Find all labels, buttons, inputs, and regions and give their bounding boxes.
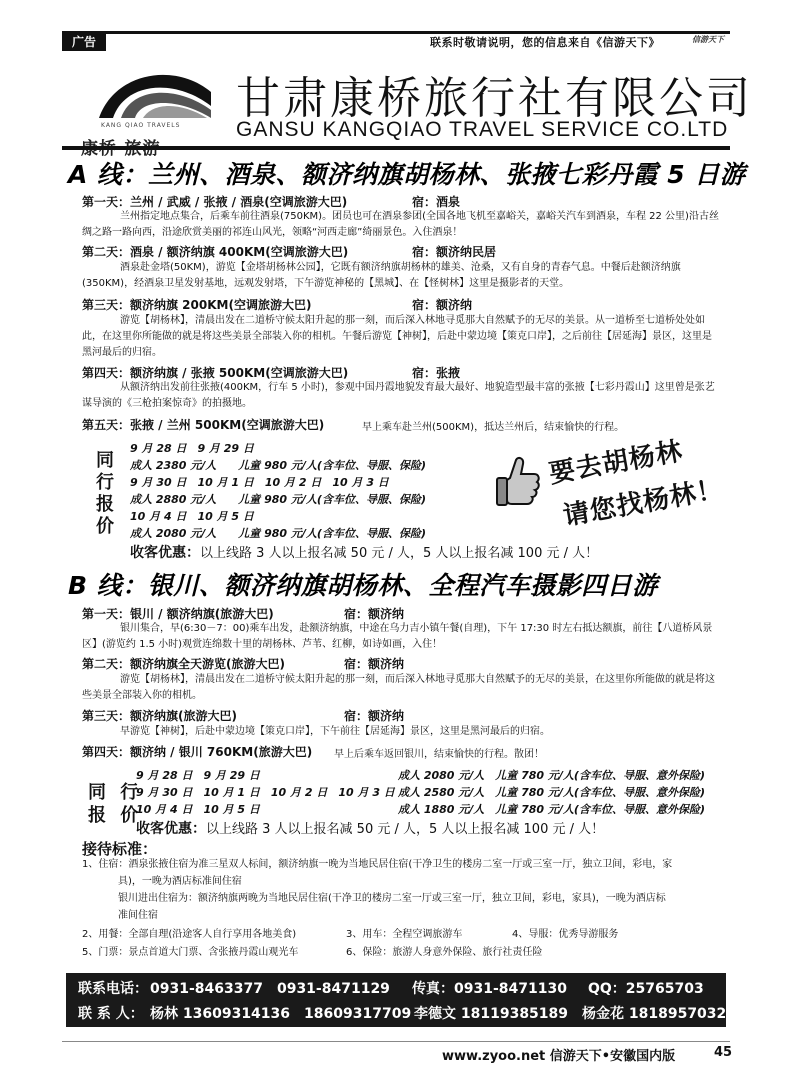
- line-b-price-dates-1: 9 月 28 日 9 月 29 日: [136, 769, 260, 782]
- line-b-price-detail-1: 成人 2080 元/人 儿童 780 元/人(含车位、导服、意外保险): [398, 769, 705, 782]
- line-b-price-dates-3: 10 月 4 日 10 月 5 日: [136, 803, 260, 816]
- slogan-line-2: 请您找杨林！: [561, 474, 726, 532]
- footer-site[interactable]: www.zyoo.net 信游天下•安徽国内版: [442, 1049, 676, 1064]
- header-divider: [62, 146, 730, 150]
- line-a-price-label-2: 行: [96, 472, 114, 493]
- line-b-day-2-stay: 宿：额济纳: [344, 657, 405, 671]
- line-a-promo: [130, 542, 598, 562]
- company-name-en: GANSU KANGQIAO TRAVEL SERVICE CO.LTD: [236, 118, 729, 141]
- phone-label: 联系电话：: [78, 981, 148, 997]
- phone-numbers[interactable]: 0931-8463377 0931-8471129: [150, 981, 390, 997]
- line-b-price-label-top: 同 行: [88, 782, 143, 803]
- publication-logo: 信游天下: [692, 35, 724, 44]
- line-a-day-2-desc: 酒泉赴金塔(50KM)，游览【金塔胡杨林公园】，它既有额济纳旗胡杨林的雄美、沧桑，又有自身的青春气息。中餐后赴额济纳旗(350KM)，经酒泉卫星发射基地，远观发射塔，下午游览神秘的【黑城】、在【怪树林】这里是摄影者的天堂。: [82, 262, 681, 289]
- standard-line: 6、保险：旅游人身意外保险、旅行社责任险: [346, 947, 543, 958]
- company-logo: [75, 62, 237, 148]
- line-a-day-5: 第五天：张掖 / 兰州 500KM(空调旅游大巴): [82, 418, 325, 432]
- line-a-title: A 线：兰州、酒泉、额济纳旗胡杨林、张掖七彩丹霞 5 日游: [68, 160, 746, 189]
- line-a-day-4: 第四天：额济纳旗 / 张掖 500KM(空调旅游大巴): [82, 366, 349, 380]
- line-a-day-3-desc: 游览【胡杨林】，清晨出发在二道桥守候太阳升起的那一刻，而后深入林地寻觅那大自然赋予的无尽的美景。从一道桥至七道桥处处如此，在这里你所能做的就是将这些美景全部装入你的相机。午餐后游览【神树】，后赴中蒙边境【策克口岸】，之后前往【居延海】景区，这里是黑河最后的归宿。: [82, 315, 712, 358]
- contact-person-2[interactable]: 李德文 18119385189: [414, 1006, 569, 1022]
- line-b-promo-text: 以上线路 3 人以上报名减 50 元 / 人，5 人以上报名减 100 元 / 人！: [206, 822, 605, 837]
- line-a-day-2: 第二天：酒泉 / 额济纳旗 400KM(空调旅游大巴): [82, 245, 349, 259]
- line-a-promo-text: 以上线路 3 人以上报名减 50 元 / 人，5 人以上报名减 100 元 / 人！: [200, 546, 599, 561]
- source-notice: 联系时敬请说明，您的信息来自《信游天下》: [430, 36, 660, 49]
- line-b-day-1-stay: 宿：额济纳: [344, 607, 405, 621]
- fax-number[interactable]: 传真：0931-8471130: [412, 981, 567, 997]
- line-b-day-3-stay: 宿：额济纳: [344, 709, 405, 723]
- line-a-day-3-stay: 宿：额济纳: [412, 298, 473, 312]
- standard-line: 4、导服：优秀导游服务: [512, 929, 619, 940]
- line-a-day-5-desc: 早上乘车赴兰州(500KM)，抵达兰州后，结束愉快的行程。: [362, 422, 625, 433]
- line-a-price-dates-3: 10 月 4 日 10 月 5 日: [130, 510, 254, 523]
- standard-line: 具)，一晚为酒店标准间住宿: [118, 876, 242, 887]
- line-b-price-label-bottom: 报 价: [88, 805, 143, 826]
- footer-rule: [62, 1041, 730, 1042]
- thumbs-up-icon: [496, 456, 540, 506]
- line-a-price-label-4: 价: [96, 516, 114, 537]
- line-a-price-detail-2: 成人 2880 元/人 儿童 980 元/人(含车位、导服、保险): [130, 493, 426, 506]
- line-b-price-detail-3: 成人 1880 元/人 儿童 780 元/人(含车位、导服、意外保险): [398, 803, 705, 816]
- standard-line: 2、用餐：全部自理(沿途客人自行享用各地美食): [82, 929, 297, 940]
- contact-person-1[interactable]: 杨林 13609314136 18609317709: [150, 1006, 412, 1022]
- line-b-promo: [136, 818, 604, 838]
- line-a-price-detail-3: 成人 2080 元/人 儿童 980 元/人(含车位、导服、保险): [130, 527, 426, 540]
- logo-english: KANG QIAO TRAVELS: [101, 122, 181, 129]
- standard-line: 5、门票：景点首道大门票、含张掖丹霞山观光车: [82, 947, 299, 958]
- line-a-price-dates-1: 9 月 28 日 9 月 29 日: [130, 442, 254, 455]
- line-a-price-detail-1: 成人 2380 元/人 儿童 980 元/人(含车位、导服、保险): [130, 459, 426, 472]
- ad-tag: 广告: [62, 33, 106, 51]
- people-label: 联 系 人：: [78, 1006, 144, 1022]
- contact-panel: [66, 973, 737, 1027]
- qq-number[interactable]: QQ：25765703: [588, 981, 704, 997]
- line-a-price-label-1: 同: [96, 450, 114, 471]
- line-b-day-3-desc: 早游览【神树】，后赴中蒙边境【策克口岸】，下午前往【居延海】景区，这里是黑河最后的归宿。: [120, 726, 550, 737]
- line-b-day-1: 第一天：银川 / 额济纳旗(旅游大巴): [82, 607, 274, 621]
- line-b-price-detail-2: 成人 2580 元/人 儿童 780 元/人(含车位、导服、意外保险): [398, 786, 705, 799]
- line-b-day-1-desc: 银川集合，早(6:30－7：00)乘车出发，赴额济纳旗，中途在乌力吉小镇午餐(自理)，下午 17:30 时左右抵达额旗，前往【八道桥风景区】(游览约 1.5 小时)观赏连绵数十里的胡杨林、芦苇、红柳，如诗如画，入住！: [82, 623, 713, 650]
- line-b-title: B 线：银川、额济纳旗胡杨林、全程汽车摄影四日游: [68, 571, 658, 600]
- slogan-line-1: 要去胡杨林: [546, 436, 686, 490]
- line-a-day-2-stay: 宿：额济纳民居: [412, 245, 497, 259]
- line-a-promo-label: 收客优惠：: [130, 545, 200, 561]
- line-a-price-dates-2: 9 月 30 日 10 月 1 日 10 月 2 日 10 月 3 日: [130, 476, 389, 489]
- line-a-day-1: 第一天：兰州 / 武威 / 张掖 / 酒泉(空调旅游大巴): [82, 195, 348, 209]
- company-name-cn: 甘肃康桥旅行社有限公司: [236, 73, 753, 124]
- line-b-promo-label: 收客优惠：: [136, 821, 206, 837]
- line-a-day-1-desc: 兰州指定地点集合，后乘车前往酒泉(750KM)。团员也可在酒泉参团(全国各地飞机至嘉峪关，嘉峪关汽车到酒泉，车程 22 公里)沿古丝绸之路一路向西，沿途欣赏美丽的祁连山风光，领略“河西走廊”绮丽景色。入住酒泉！: [82, 211, 719, 238]
- line-b-day-2: 第二天：额济纳旗全天游览(旅游大巴): [82, 657, 285, 671]
- line-a-day-1-stay: 宿：酒泉: [412, 195, 461, 209]
- line-b-day-2-desc: 游览【胡杨林】，清晨出发在二道桥守候太阳升起的那一刻，而后深入林地寻觅那大自然赋予的无尽的美景，在这里你所能做的就是将这些美景全部装入你的相机。: [82, 674, 715, 701]
- page-number: 45: [714, 1045, 733, 1060]
- line-a-day-4-desc: 从额济纳出发前往张掖(400KM，行车 5 小时)，参观中国丹霞地貌发育最大最好、地貌造型最丰富的张掖【七彩丹霞山】这里曾是张艺谋导演的《三枪拍案惊奇》的拍摄地。: [82, 382, 715, 409]
- standard-line: 3、用车：全程空调旅游车: [346, 929, 463, 940]
- line-b-day-4-desc: 早上后乘车返回银川，结束愉快的行程。散团！: [334, 749, 544, 760]
- line-b-day-4: 第四天：额济纳 / 银川 760KM(旅游大巴): [82, 745, 313, 759]
- standard-line: 准间住宿: [118, 910, 158, 921]
- line-a-day-4-stay: 宿：张掖: [412, 366, 461, 380]
- standards-title: 接待标准：: [82, 840, 158, 858]
- contact-person-3[interactable]: 杨金花 18189570321: [582, 1006, 737, 1022]
- road-logo-icon: [95, 62, 215, 120]
- line-b-price-dates-2: 9 月 30 日 10 月 1 日 10 月 2 日 10 月 3 日: [136, 786, 395, 799]
- line-a-day-3: 第三天：额济纳旗 200KM(空调旅游大巴): [82, 298, 312, 312]
- standard-line: 银川进出住宿为：额济纳旗两晚为当地民居住宿(干净卫的楼房二室一厅或三室一厅，独立卫间，彩电，家具)，一晚为酒店标: [118, 893, 666, 904]
- line-a-price-label-3: 报: [96, 494, 114, 515]
- line-b-day-3: 第三天：额济纳旗(旅游大巴): [82, 709, 237, 723]
- standard-line: 1、住宿：酒泉张掖住宿为准三星双人标间，额济纳旗一晚为当地民居住宿(干净卫生的楼房二室一厅或三室一厅，独立卫间，彩电，家: [82, 859, 673, 870]
